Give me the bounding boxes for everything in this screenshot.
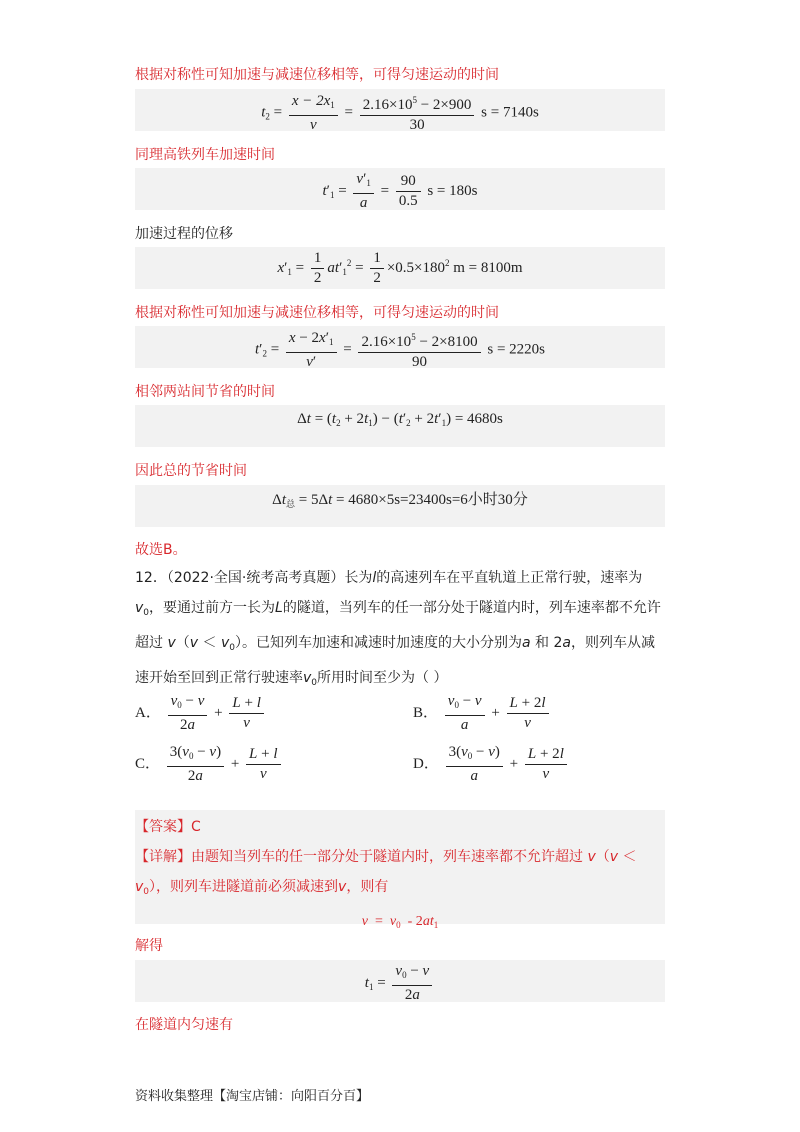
option-label: B． bbox=[413, 704, 439, 721]
answer-label: 【答案】C bbox=[135, 819, 201, 835]
question-text: 的隧道，当列车的任一部分处于隧道内时，列车速率都不允许超过 bbox=[135, 600, 661, 651]
answer-detail: ，则列车进隧道前必须减速到 bbox=[156, 879, 339, 895]
equation-box-5 bbox=[135, 405, 665, 447]
answer-equation: $v = v_0 - 2at_1$ bbox=[361, 914, 439, 930]
answer-text: 【答案】C 【详解】由题知当列车的任一部分处于隧道内时，列车速率都不允许超过 v（v ＜ $v_0$），则列车进隧道前必须减速到v，则有 $v = v_0 - 2at_1$ bbox=[135, 812, 665, 940]
eq-result: = 4680×5s=23400s=6小时30分 bbox=[336, 492, 528, 508]
eq-result: s = 2220s bbox=[487, 341, 545, 358]
eq-text: x − 2x bbox=[291, 92, 331, 109]
answer-detail: 【详解】由题知当列车的任一部分处于隧道内时，列车速率都不允许超过 bbox=[135, 849, 583, 865]
eq-text: − 2×900 bbox=[416, 97, 472, 113]
eq-text: 90 bbox=[396, 173, 421, 192]
eq-text: ×0.5×180 bbox=[386, 259, 445, 276]
equation-t1prime: $t'_1$ = $\frac{v'_1}{a}$ = $\frac{90}{0.5}$ s = 180s bbox=[322, 171, 478, 211]
eq-result: s = 180s bbox=[427, 182, 478, 199]
text-line-1: 根据对称性可知加速与减速位移相等，可得匀速运动的时间 bbox=[135, 67, 499, 83]
equation-box-1 bbox=[135, 89, 665, 131]
eq-text: 总 bbox=[286, 499, 296, 509]
equation-box-4 bbox=[135, 326, 665, 368]
question-text: 的高速列车在平直轨道上正常行驶，速率为 bbox=[376, 570, 643, 586]
question-12: 12．（2022·全国·统考高考真题）长为l的高速列车在平直轨道上正常行驶，速率为 $v_0$，要通过前方一长为L的隧道，当列车的任一部分处于隧道内时，列车速率都不允许超过 $v(v < v_0)$。已知列车加速和减速时加速度的大小分别为a 和 2a，则列车从减速开始至回到正常行驶速率$v_0$所用时间至少为（ ） bbox=[135, 570, 661, 688]
equation-box-2 bbox=[135, 168, 665, 210]
answer-box bbox=[135, 810, 665, 930]
text-tunnel: 在隧道内匀速有 bbox=[135, 1017, 233, 1033]
option-b[interactable]: B． $\frac{v_0 - v}{a}$ + $\frac{L + 2l}{v}$ bbox=[413, 693, 552, 734]
eq-text: 5 bbox=[412, 95, 417, 105]
equation-box-6 bbox=[135, 485, 665, 527]
question-text: 。已知列车加速和减速时加速度的大小分别为 bbox=[241, 635, 522, 651]
eq-text: 30 bbox=[409, 117, 425, 133]
option-label: A． bbox=[135, 704, 161, 721]
question-text: ，要通过前方一长为 bbox=[149, 600, 276, 616]
text-line-7: 故选B。 bbox=[135, 542, 187, 558]
equation-t1: $t_1$ = $\frac{v_0 - v}{2a}$ bbox=[135, 963, 665, 1004]
equation-delta-t: $\Delta t = (t_2 + 2t_1) - (t'_2 + 2t'_1) = 4680s$ bbox=[297, 411, 503, 428]
equation-box-7 bbox=[135, 960, 665, 1002]
text-solve: 解得 bbox=[135, 938, 163, 954]
question-text: 所用时间至少为（ ） bbox=[317, 670, 448, 686]
text-line-5: 相邻两站间节省的时间 bbox=[135, 384, 275, 400]
equation-x1prime: $x'_1$ = $\frac{1}{2}$ $at'_1^2$ = $\frac{1}{2}$ $\times 0.5\times 180^2$ m = 8100m bbox=[277, 250, 523, 286]
eq-result: = 4680s bbox=[454, 411, 503, 427]
equation-total: $\Delta t_总 = 5\Delta t = 4680\times 5s=23400s=6$小时30分 bbox=[272, 492, 528, 509]
eq-text: − 2×8100 bbox=[415, 334, 478, 350]
eq-text: 0.5 bbox=[398, 193, 418, 209]
eq-result: m = 8100m bbox=[453, 259, 523, 276]
answer-detail: ，则有 bbox=[346, 879, 389, 895]
option-c[interactable]: C． $\frac{3(v_0 - v)}{2a}$ + $\frac{L + l}{v}$ bbox=[135, 744, 284, 785]
question-text: ，则列车从减速开始至回到正常行驶速率 bbox=[135, 635, 655, 686]
question-text: 12．（2022·全国·统考高考真题）长为 bbox=[135, 570, 373, 586]
option-d[interactable]: D． $\frac{3(v_0 - v)}{a}$ + $\frac{L + 2l}{v}$ bbox=[413, 744, 570, 785]
equation-t2prime: $t'_2$ = $\frac{x - 2x'_1}{v'}$ = $\frac{2.16\times 10^5 - 2\times 8100}{90}$ s = 2220s bbox=[254, 329, 545, 370]
footer: 资料收集整理【淘宝店铺：向阳百分百】 bbox=[135, 1089, 370, 1104]
option-label: C． bbox=[135, 755, 161, 772]
equation-t2: $t_2$ = $\frac{x - 2x_1}{v}$ = $\frac{2.16\times 10^5 - 2\times 900}{30}$ s = 7140s bbox=[261, 92, 539, 133]
text-line-4: 根据对称性可知加速与减速位移相等，可得匀速运动的时间 bbox=[135, 305, 499, 321]
option-a[interactable]: A． $\frac{v_0 - v}{2a}$ + $\frac{L + l}{v}$ bbox=[135, 693, 267, 734]
text-line-3: 加速过程的位移 bbox=[135, 226, 233, 242]
eq-result: s = 7140s bbox=[481, 104, 539, 121]
text-line-6: 因此总的节省时间 bbox=[135, 463, 247, 479]
option-label: D． bbox=[413, 755, 439, 772]
text-line-2: 同理高铁列车加速时间 bbox=[135, 147, 275, 163]
equation-box-3 bbox=[135, 247, 665, 289]
question-text: 和 bbox=[535, 635, 550, 651]
eq-text: 90 bbox=[412, 354, 428, 370]
eq-text: 2.16×10 bbox=[362, 97, 413, 113]
